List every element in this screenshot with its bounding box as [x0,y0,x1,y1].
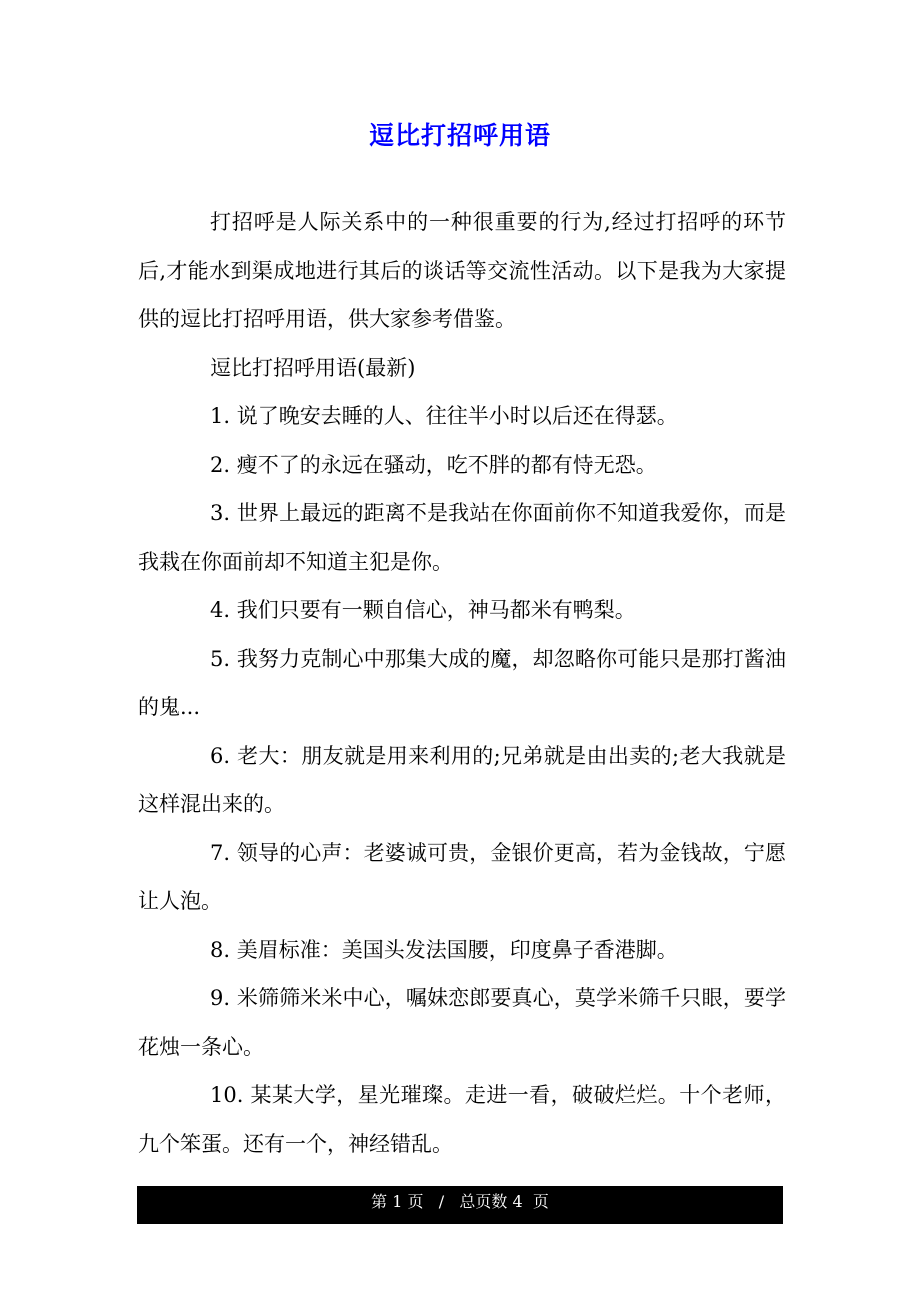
list-item: 9. 米筛筛米米中心，嘱妹恋郎要真心，莫学米筛千只眼，要学花烛一条心。 [138,986,786,1059]
list-item: 3. 世界上最远的距离不是我站在你面前你不知道我爱你，而是我栽在你面前却不知道主犯是你。 [138,501,786,574]
list-item: 1. 说了晚安去睡的人、往往半小时以后还在得瑟。 [210,404,678,428]
list-item: 6. 老大：朋友就是用来利用的;兄弟就是由出卖的;老大我就是这样混出来的。 [138,743,786,816]
page-footer [137,1186,783,1224]
document-title: 逗比打招呼用语 [368,121,551,150]
list-item: 4. 我们只要有一颗自信心，神马都米有鸭梨。 [210,598,636,622]
section-heading: 逗比打招呼用语(最新) [210,355,416,380]
document-body [138,198,786,1168]
list-item: 2. 瘦不了的永远在骚动，吃不胖的都有恃无恐。 [210,452,657,477]
intro-paragraph: 打招呼是人际关系中的一种很重要的行为,经过打招呼的环节后,才能水到渠成地进行其后的谈话等交流性活动。以下是我为大家提供的逗比打招呼用语，供大家参考借鉴。 [138,210,786,331]
page-number: 第 1 页 / 总页数 4 页 [371,1192,549,1211]
list-item: 8. 美眉标准：美国头发法国腰，印度鼻子香港脚。 [210,937,678,962]
list-item: 10. 某某大学，星光璀璨。走进一看，破破烂烂。十个老师，九个笨蛋。还有一个，神经错乱。 [138,1083,786,1156]
list-item: 5. 我努力克制心中那集大成的魔，却忽略你可能只是那打酱油的鬼... [138,646,786,719]
list-item: 7. 领导的心声：老婆诚可贵，金银价更高，若为金钱故，宁愿让人泡。 [138,840,786,913]
